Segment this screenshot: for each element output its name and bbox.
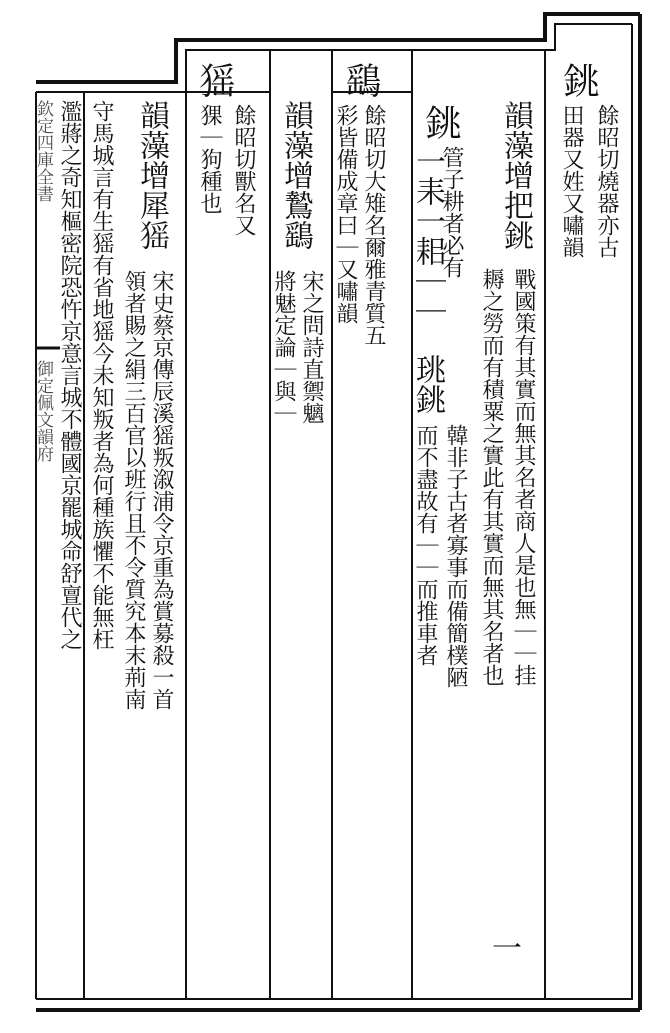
hawk-note-a: 餘昭切大雉名爾雅青質五 [361,104,386,346]
guanzi-quote-a: 管子耕者必有 [439,146,464,278]
tribe-note-b: 猓｜狗種也 [197,104,222,214]
gutter-title-siku: 欽定四庫全書 [33,100,53,202]
entry-note-line-2: 田器又姓又嘯韻 [559,104,584,258]
entry-char-yao-tribe: 猺 [194,62,235,98]
entry-char-yao-hawk: 鷂 [340,62,381,98]
songshi-quote-d: 濫蔣之奇知樞密院恐忤京意言城不體國京罷城命舒亶代之 [57,100,82,650]
hanfeizi-quote-b: 而不盡故有｜｜而推車者 [413,424,438,666]
quote-tail: 一 [486,932,521,962]
guanzi-quote-b: 一耒一耜｜｜ [410,146,445,326]
quote-line-1: 戰國策有其實而無其名者商人是也無｜｜挂 [511,268,536,686]
section-head-bazhao: 韻藻增把銚 [498,100,533,250]
hawk-note-b: 彩皆備成章曰｜又嘯韻 [333,104,358,324]
songshi-quote-a: 宋史蔡京傳辰溪猺叛溆浦令京重為賞募殺一首 [149,270,174,710]
quote-line-2: 耨之勞而有積粟之實此有其實而無其名者也 [479,268,504,686]
entry-char-yao-hoe: 銚 [420,104,461,140]
songshi-quote-b: 領者賜之絹三百官以班行且不令質究本末荊南 [121,270,146,710]
section-head-xiyao: 韻藻增犀猺 [134,100,169,250]
section-head-tiaozhao: 珧銚 [410,354,445,414]
hanfeizi-quote-a: 韓非子古者寡事而備簡樸陋 [443,424,468,688]
songzhiwen-quote-a: 宋之問詩直禦魑 [299,270,324,424]
tribe-note-a: 餘昭切獸名又 [231,104,256,236]
section-head-zhiyao: 韻藻增鷙鷂 [278,100,313,250]
entry-char-yao-pot: 銚 [558,62,599,98]
entry-note-line-1: 餘昭切燒器亦古 [594,104,619,258]
songzhiwen-quote-b: 將魅定論｜與｜ [271,270,296,424]
gutter-book-title: 御定佩文韻府 [33,360,53,462]
songshi-quote-c: 守馬城言有生猺有省地猺今未知叛者為何種族懼不能無枉 [89,100,114,650]
